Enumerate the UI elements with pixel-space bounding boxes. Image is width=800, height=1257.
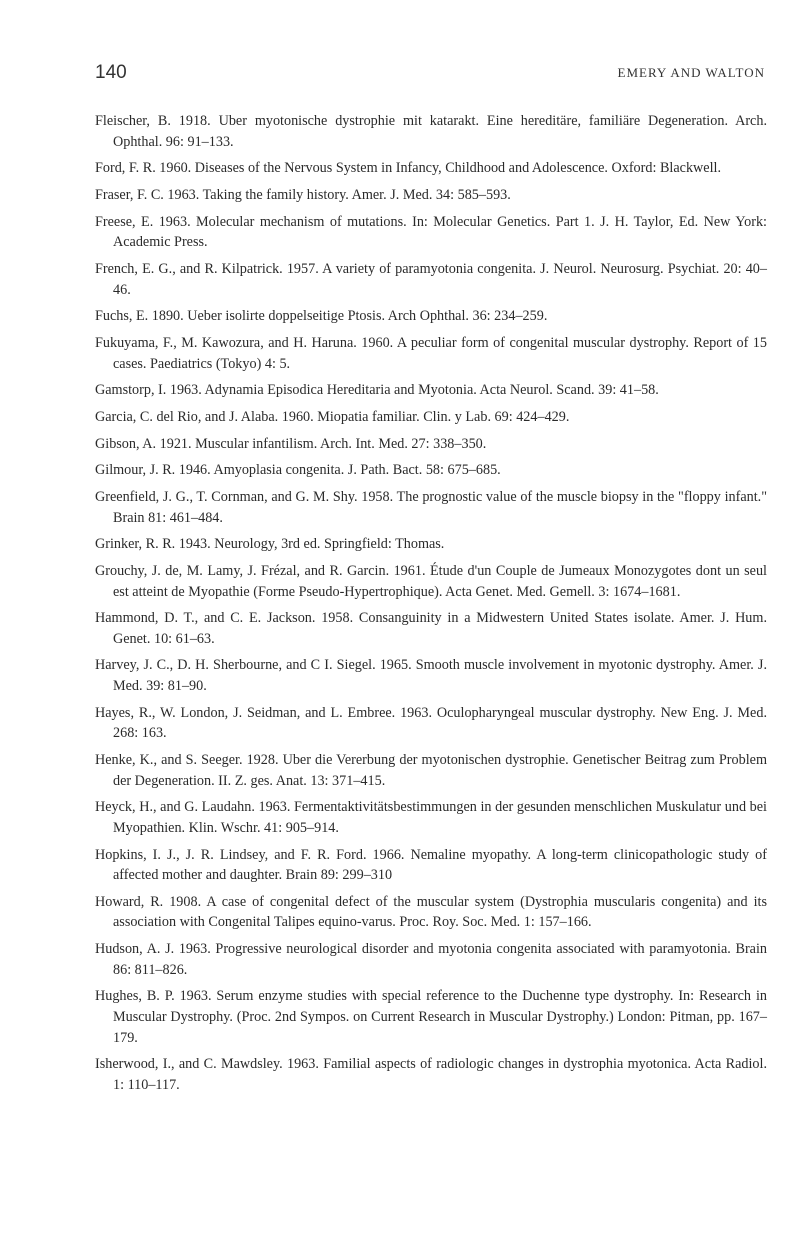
reference-entry: Hammond, D. T., and C. E. Jackson. 1958. Consanguinity in a Midwestern United States isolate. Amer. J. Hum. Genet. 10: 61–63. xyxy=(95,610,767,647)
reference-list xyxy=(95,111,767,1102)
page-number: 140 xyxy=(95,62,127,83)
reference-entry: Fuchs, E. 1890. Ueber isolirte doppelseitige Ptosis. Arch Ophthal. 36: 234–259. xyxy=(95,308,548,325)
reference-entry: Harvey, J. C., D. H. Sherbourne, and C I. Siegel. 1965. Smooth muscle involvement in myotonic dystrophy. Amer. J. Med. 39: 81–90. xyxy=(95,657,767,695)
reference-entry: Ford, F. R. 1960. Diseases of the Nervous System in Infancy, Childhood and Adolescence. Oxford: Blackwell. xyxy=(95,160,722,177)
reference-entry: Greenfield, J. G., T. Cornman, and G. M. Shy. 1958. The prognostic value of the muscle biopsy in the "floppy infant." Brain 81: 461–484. xyxy=(95,488,767,526)
reference-entry: Howard, R. 1908. A case of congenital defect of the muscular system (Dystrophia muscularis congenita) and its association with Congenital Talipes equino-varus. Proc. Roy. Soc. Med. 1: 157–166. xyxy=(95,893,767,931)
reference-entry: Hughes, B. P. 1963. Serum enzyme studies with special reference to the Duchenne type dystrophy. In: Research in Muscular Dystrophy. (Proc. 2nd Sympos. on Current Research in Muscular Dystrophy.) London: Pitman, pp. 167–179. xyxy=(95,988,767,1046)
reference-entry: Fraser, F. C. 1963. Taking the family history. Amer. J. Med. 34: 585–593. xyxy=(95,186,511,203)
reference-entry: Garcia, C. del Rio, and J. Alaba. 1960. Miopatia familiar. Clin. y Lab. 69: 424–429. xyxy=(95,408,570,425)
reference-entry: Grouchy, J. de, M. Lamy, J. Frézal, and R. Garcin. 1961. Étude d'un Couple de Jumeaux Monozygotes dont un seul est atteint de Myopathie (Forme Pseudo-Hypertrophique). Acta Genet. Med. Gemell. 3: 1674–1681. xyxy=(95,562,767,600)
reference-entry: Heyck, H., and G. Laudahn. 1963. Fermentaktivitätsbestimmungen in der gesunden menschlichen Muskulatur und bei Myopathien. Klin. Wschr. 41: 905–914. xyxy=(95,799,767,836)
reference-entry: Hudson, A. J. 1963. Progressive neurological disorder and myotonia congenita associated with paramyotonia. Brain 86: 811–826. xyxy=(95,941,767,978)
reference-entry: Henke, K., and S. Seeger. 1928. Uber die Vererbung der myotonischen dystrophie. Genetischer Beitrag zum Problem der Degeneration. II. Z. ges. Anat. 13: 371–415. xyxy=(95,752,767,789)
reference-entry: Freese, E. 1963. Molecular mechanism of mutations. In: Molecular Genetics. Part 1. J. H. Taylor, Ed. New York: Academic Press. xyxy=(95,213,767,251)
reference-entry: Gibson, A. 1921. Muscular infantilism. Arch. Int. Med. 27: 338–350. xyxy=(95,435,487,452)
reference-entry: Hayes, R., W. London, J. Seidman, and L. Embree. 1963. Oculopharyngeal muscular dystrophy. New Eng. J. Med. 268: 163. xyxy=(95,704,767,742)
running-head xyxy=(95,62,765,86)
reference-entry: Grinker, R. R. 1943. Neurology, 3rd ed. Springfield: Thomas. xyxy=(95,536,445,553)
reference-entry: Gamstorp, I. 1963. Adynamia Episodica Hereditaria and Myotonia. Acta Neurol. Scand. 39: 41–58. xyxy=(95,382,659,399)
reference-entry: Fleischer, B. 1918. Uber myotonische dystrophie mit katarakt. Eine hereditäre, familiäre Degeneration. Arch. Ophthal. 96: 91–133. xyxy=(95,113,767,150)
reference-entry: Isherwood, I., and C. Mawdsley. 1963. Familial aspects of radiologic changes in dystrophia myotonica. Acta Radiol. 1: 110–117. xyxy=(95,1056,767,1093)
reference-entry: Gilmour, J. R. 1946. Amyoplasia congenita. J. Path. Bact. 58: 675–685. xyxy=(95,462,501,479)
reference-entry: Fukuyama, F., M. Kawozura, and H. Haruna. 1960. A peculiar form of congenital muscular dystrophy. Report of 15 cases. Paediatrics (Tokyo) 4: 5. xyxy=(95,334,767,372)
running-title: EMERY AND WALTON xyxy=(617,65,765,80)
reference-entry: Hopkins, I. J., J. R. Lindsey, and F. R. Ford. 1966. Nemaline myopathy. A long-term clinicopathologic study of affected mother and daughter. Brain 89: 299–310 xyxy=(95,846,767,884)
reference-entry: French, E. G., and R. Kilpatrick. 1957. A variety of paramyotonia congenita. J. Neurol. Neurosurg. Psychiat. 20: 40–46. xyxy=(95,260,767,298)
